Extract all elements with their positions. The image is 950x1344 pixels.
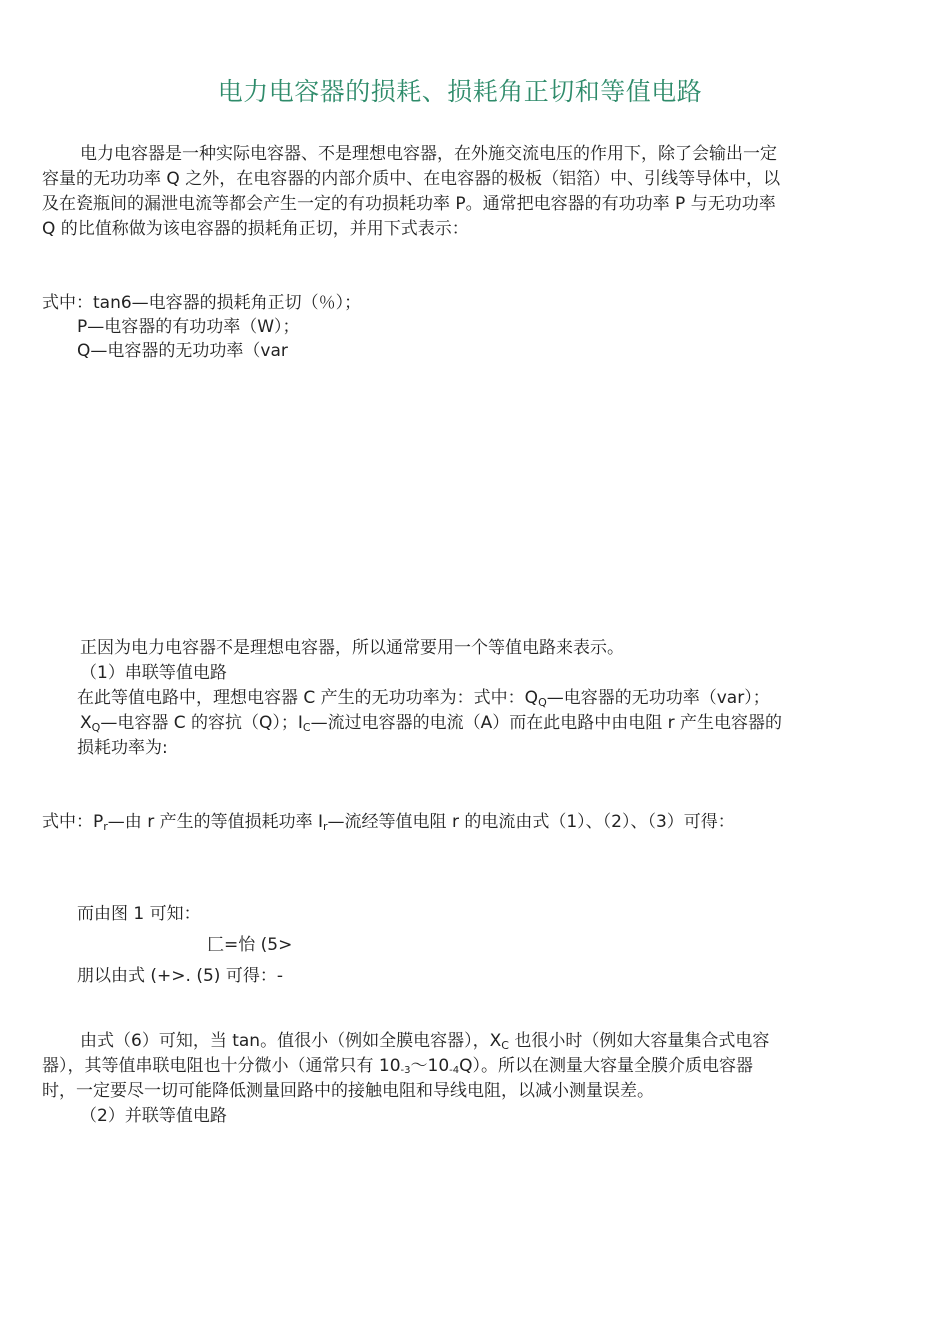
- para2-line-3-text: 在此等值电路中，理想电容器 C 产生的无功功率为：式中：Q: [77, 688, 539, 708]
- fig-line-1: 而由图 1 可知：: [77, 904, 201, 924]
- para3-line-3: 时，一定要尽一切可能降低测量回路中的接触电阻和导线电阻，以减小测量误差。: [42, 1081, 654, 1101]
- intro-line-4: Q 的比值称做为该电容器的损耗角正切，并用下式表示：: [42, 219, 469, 239]
- page-title: 电力电容器的损耗、损耗角正切和等值电路: [217, 77, 703, 106]
- defs2-line: [42, 810, 735, 839]
- defs2-part-b: —由 r 产生的等值损耗功率 I: [107, 812, 324, 832]
- defs1-line-3: Q—电容器的无功功率（var: [77, 341, 288, 361]
- heading-series-circuit: （1）串联等值电路: [80, 663, 227, 683]
- defs1-line-2: P—电容器的有功功率（W）；: [77, 317, 300, 337]
- para2-line-1: 正因为电力电容器不是理想电容器，所以通常要用一个等值电路来表示。: [80, 638, 624, 658]
- para3-line-1-b: 也很小时（例如大容量集合式电容: [508, 1031, 770, 1051]
- defs2-sub-1: r: [103, 820, 108, 833]
- fig-line-3: 朋以由式 (+>. (5) 可得：-: [77, 966, 283, 986]
- para2-line-3-rest: —电容器的无功功率（var）；: [546, 688, 770, 708]
- fig-line-2: 匚=怡 (5>: [207, 935, 293, 955]
- para3-line-2-sup1: -3: [400, 1065, 411, 1076]
- para3-line-2-b: ～10: [410, 1056, 450, 1076]
- para2-line-3-sub: Q: [538, 696, 547, 709]
- para3-line-2-sup2: -4: [449, 1065, 460, 1076]
- para2-line-4: [80, 711, 782, 740]
- para2-line-4-sub2: C: [302, 721, 311, 734]
- para2-line-4-b: —电容器 C 的容抗（Q）；I: [100, 713, 303, 733]
- para3-line-1-sub: C: [501, 1039, 509, 1052]
- para2-line-5: 损耗功率为:: [77, 738, 168, 758]
- para3-line-2-a: 器），其等值串联电阻也十分微小（通常只有 10: [42, 1056, 401, 1076]
- para2-line-4-sub1: Q: [91, 721, 101, 734]
- para3-line-2-c: Q）。所以在测量大容量全膜介质电容器: [459, 1056, 754, 1076]
- para2-line-4-a: X: [80, 713, 92, 733]
- defs2-part-c: —流经等值电阻 r 的电流由式（1）、（2）、（3）可得：: [327, 812, 735, 832]
- heading-parallel-circuit: （2）并联等值电路: [80, 1106, 227, 1126]
- intro-line-2: 容量的无功功率 Q 之外，在电容器的内部介质中、在电容器的极板（铝箔）中、引线等导体中，以: [42, 169, 781, 189]
- intro-line-1: 电力电容器是一种实际电容器、不是理想电容器，在外施交流电压的作用下，除了会输出一定: [80, 144, 777, 164]
- defs2-sub-2: r: [323, 820, 328, 833]
- intro-line-3: 及在瓷瓶间的漏泄电流等都会产生一定的有功损耗功率 P。通常把电容器的有功功率 P 与无功功率: [42, 194, 776, 214]
- defs1-line-1: 式中：tan6—电容器的损耗角正切（％）；: [42, 293, 362, 313]
- para3-line-1-a: 由式（6）可知，当 tan。值很小（例如全膜电容器），X: [80, 1031, 502, 1051]
- defs2-part-a: 式中：P: [42, 812, 104, 832]
- para2-line-4-c: —流过电容器的电流（A）而在此电路中由电阻 r 产生电容器的: [310, 713, 783, 733]
